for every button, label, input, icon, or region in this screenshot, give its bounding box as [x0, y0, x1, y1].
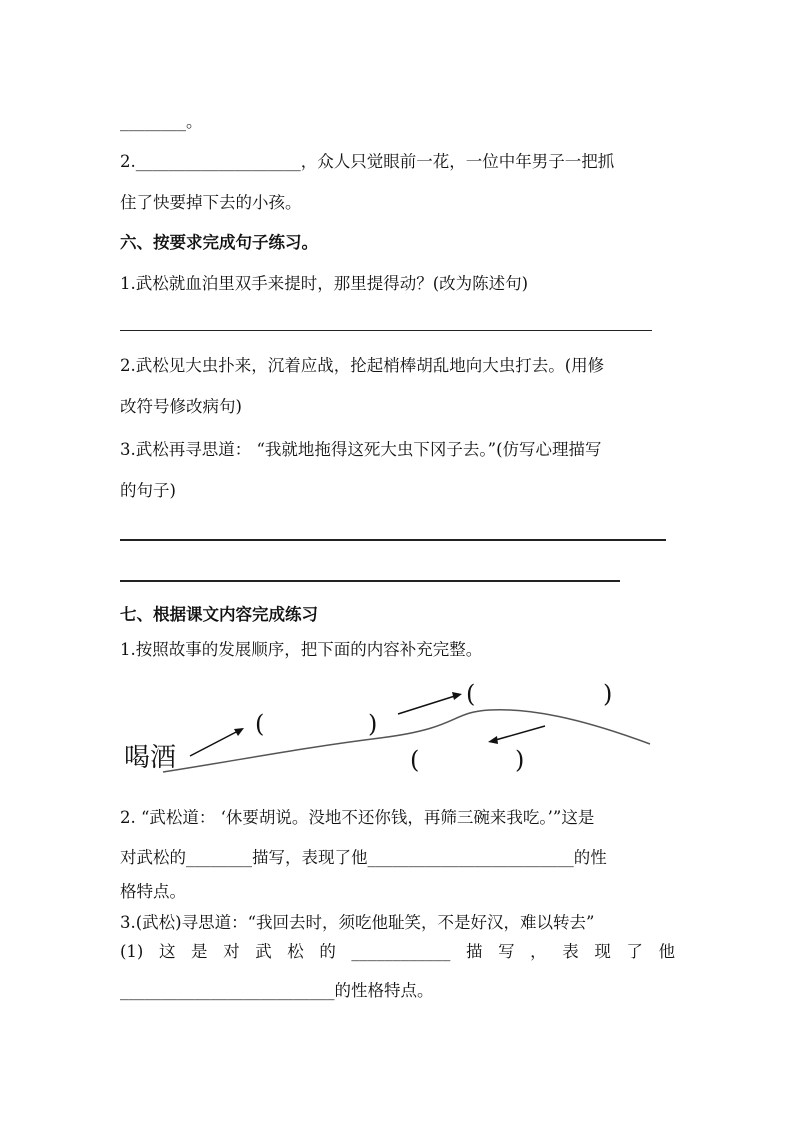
blank-3[interactable]: [421, 746, 513, 774]
token-blank[interactable]: ____________: [351, 942, 451, 961]
section-6-question-3-line1: 3.武松再寻思道： “我就地拖得这死大虫下冈子去。”(仿写心理描写: [120, 440, 602, 459]
token: ，: [530, 942, 547, 961]
story-curve: [163, 710, 650, 772]
section-7-question-3-line2: [120, 942, 675, 962]
section-6-title: 六、按要求完成句子练习。: [120, 233, 318, 252]
question-5-2-line1: 2.____________________，众人只觉眼前一花，一位中年男子一把抓: [120, 152, 615, 171]
blank-3-open: (: [410, 746, 420, 774]
arrow-2-head: [452, 692, 462, 700]
arrow-3: [492, 726, 545, 741]
start-label: 喝酒: [124, 743, 177, 773]
token: 描: [466, 942, 483, 961]
answer-line-q1[interactable]: [120, 330, 652, 331]
arrow-3-head: [488, 736, 498, 744]
blank-1[interactable]: [266, 710, 364, 738]
token: 松: [287, 942, 304, 961]
answer-line-end: ________。: [120, 112, 203, 131]
section-7-question-3-line3: __________________________的性格特点。: [120, 981, 434, 1000]
blank-1-open: (: [255, 710, 265, 738]
token: 武: [255, 942, 272, 961]
token: 写: [498, 942, 515, 961]
token: 的: [319, 942, 336, 961]
section-6-question-2-line2: 改符号修改病句): [120, 397, 242, 416]
section-6-question-3-line2: 的句子): [120, 481, 176, 500]
token: 现: [594, 942, 611, 961]
token: 表: [562, 942, 579, 961]
arrow-1: [190, 730, 240, 756]
token: 对: [223, 942, 240, 961]
answer-line-q3-b[interactable]: [120, 580, 620, 582]
section-7-question-2-line2: 对武松的________描写，表现了他_________________________的性: [120, 848, 607, 867]
blank-2-open: (: [466, 680, 476, 708]
blank-2-close: ): [603, 680, 613, 708]
section-7-question-2-line1: 2. “武松道： ‘休要胡说。没地不还你钱，再筛三碗来我吃。’”这是: [120, 808, 595, 827]
question-5-2-line2: 住了快要掉下去的小孩。: [120, 193, 302, 212]
section-6-question-2-line1: 2.武松见大虫扑来，沉着应战，抡起梢棒胡乱地向大虫打去。(用修: [120, 356, 605, 375]
story-sequence-diagram: [0, 670, 794, 790]
token: 了: [626, 942, 643, 961]
token: 这: [158, 942, 176, 961]
token: 他: [658, 942, 675, 961]
section-7-question-1: 1.按照故事的发展顺序，把下面的内容补充完整。: [120, 640, 483, 659]
blank-1-close: ): [368, 710, 378, 738]
token: (1): [120, 942, 144, 961]
blank-2[interactable]: [477, 680, 601, 708]
blank-3-close: ): [515, 746, 525, 774]
section-7-question-3-line1: 3.(武松)寻思道：“我回去时，须吃他耻笑，不是好汉，难以转去”: [120, 913, 595, 932]
section-7-question-2-line3: 格特点。: [120, 882, 186, 901]
section-6-question-1: 1.武松就血泊里双手来提时，那里提得动？(改为陈述句): [120, 274, 529, 293]
answer-line-q3-a[interactable]: [120, 539, 666, 541]
token: 是: [191, 942, 208, 961]
arrow-2: [398, 695, 458, 714]
section-7-title: 七、根据课文内容完成练习: [120, 605, 318, 624]
